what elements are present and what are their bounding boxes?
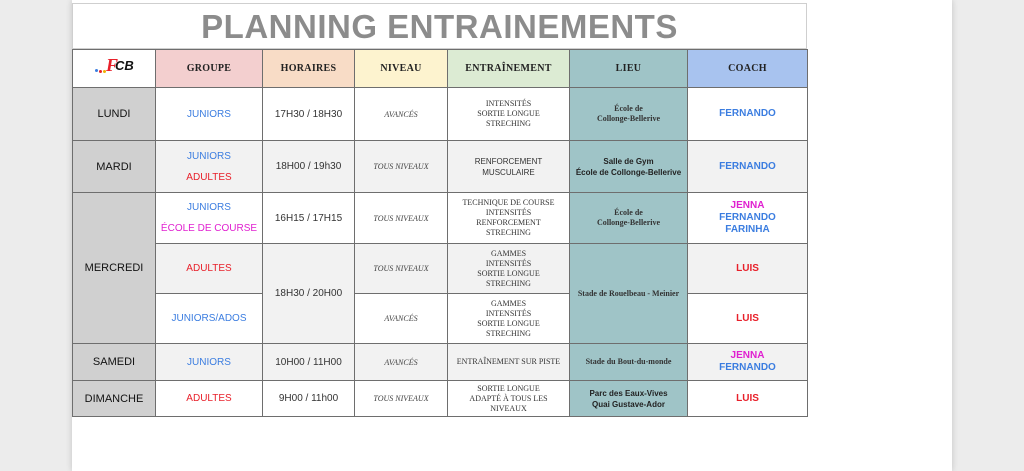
entrainement-cell [448,381,570,417]
entrainement-line: TECHNIQUE DE COURSE [462,198,555,207]
entrainement-line: INTENSITÉS [485,258,532,268]
groupe-cell: JUNIORS [156,88,263,141]
horaires-cell: 18H00 / 19h30 [263,141,355,193]
logo-f: F [106,55,119,75]
lieu-cell: Stade du Bout-du-monde [570,344,688,381]
lieu-line: École de [614,104,643,113]
coach-name: JENNA [730,200,765,211]
row-dimanche [73,381,808,417]
entrainement-cell [448,141,570,193]
lieu-line: École de Collonge-Bellerive [575,167,682,177]
groupe-cell: ADULTES [156,244,263,294]
entrainement-line: INTENSITÉS [485,208,532,217]
entrainement-line: INTENSITÉS [485,308,532,318]
coach-name: FARINHA [725,224,770,235]
lieu-line: Quai Gustave-Ador [592,399,665,409]
row-samedi [73,344,808,381]
lieu-line: Collonge-Bellerive [596,218,661,227]
horaires-cell: 17H30 / 18H30 [263,88,355,141]
coach-cell: LUIS [688,381,808,417]
day-lundi: LUNDI [73,88,156,141]
header-horaires: HORAIRES [263,50,355,88]
entrainement-line: GAMMES [490,298,527,308]
entrainement-line: NIVEAUX [490,403,527,413]
coach-cell [688,344,808,381]
niveau-cell: TOUS NIVEAUX [355,244,448,294]
day-samedi: SAMEDI [73,344,156,381]
header-lieu: LIEU [570,50,688,88]
coach-cell: LUIS [688,294,808,344]
header-coach: COACH [688,50,808,88]
entrainement-line: STRECHING [486,278,531,288]
niveau-cell: TOUS NIVEAUX [355,193,448,244]
lieu-line: École de [614,208,643,217]
header-groupe: GROUPE [156,50,263,88]
lieu-cell: Stade de Rouelbeau - Meinier [570,244,688,344]
entrainement-line: STRECHING [486,119,531,128]
row-lundi [73,88,808,141]
page-title [72,3,807,49]
niveau-cell: TOUS NIVEAUX [355,141,448,193]
row-mercredi-2 [73,244,808,294]
logo-dot [95,69,98,72]
niveau-cell: TOUS NIVEAUX [355,381,448,417]
day-mardi: MARDI [73,141,156,193]
entrainement-line: STRECHING [486,228,531,237]
coach-cell: FERNANDO [688,141,808,193]
niveau-cell: AVANCÉS [355,88,448,141]
entrainement-cell [448,88,570,141]
groupe-juniors: JUNIORS [187,150,231,162]
header-entrainement: ENTRAÎNEMENT [448,50,570,88]
row-mercredi-3 [73,294,808,344]
header-niveau: NIVEAU [355,50,448,88]
coach-cell: LUIS [688,244,808,294]
entrainement-line: RENFORCEMENT [474,156,543,166]
title-text: PLANNING ENTRAINEMENTS [201,8,678,45]
day-mercredi: MERCREDI [73,193,156,344]
horaires-cell: 16H15 / 17H15 [263,193,355,244]
niveau-cell: AVANCÉS [355,294,448,344]
row-mardi [73,141,808,193]
horaires-cell: 9H00 / 11h00 [263,381,355,417]
header-row [73,50,808,88]
logo-cell [73,50,156,88]
groupe-cell: JUNIORS [156,344,263,381]
entrainement-cell [448,193,570,244]
groupe-cell [156,193,263,244]
entrainement-cell [448,294,570,344]
lieu-line: Collonge-Bellerive [596,114,661,123]
coach-cell: FERNANDO [688,88,808,141]
schedule-table [72,49,808,417]
lieu-cell [570,141,688,193]
entrainement-cell [448,244,570,294]
lieu-cell [570,88,688,141]
coach-cell [688,193,808,244]
horaires-cell: 10H00 / 11H00 [263,344,355,381]
horaires-cell: 18H30 / 20H00 [263,244,355,344]
entrainement-line: RENFORCEMENT [476,218,541,227]
entrainement-line: SORTIE LONGUE [477,268,540,278]
entrainement-line: GAMMES [490,248,527,258]
entrainement-cell: ENTRAÎNEMENT SUR PISTE [448,344,570,381]
lieu-cell [570,381,688,417]
groupe-juniors: JUNIORS [187,202,231,213]
niveau-cell: AVANCÉS [355,344,448,381]
coach-name: FERNANDO [719,212,776,223]
club-logo [94,55,134,77]
groupe-ecole-de-course: ÉCOLE DE COURSE [160,223,258,234]
row-mercredi-1 [73,193,808,244]
entrainement-line: SORTIE LONGUE [477,318,540,328]
logo-cb: CB [115,58,134,73]
groupe-cell [156,141,263,193]
groupe-cell: ADULTES [156,381,263,417]
entrainement-line: ADAPTÉ À TOUS LES [469,393,548,403]
lieu-line: Parc des Eaux-Vives [589,388,668,398]
entrainement-line: STRECHING [486,328,531,338]
day-dimanche: DIMANCHE [73,381,156,417]
groupe-adultes: ADULTES [186,171,232,183]
entrainement-line: SORTIE LONGUE [477,109,540,118]
coach-name: FERNANDO [719,362,776,373]
groupe-cell: JUNIORS/ADOS [156,294,263,344]
logo-dot [99,70,102,73]
entrainement-line: SORTIE LONGUE [477,383,540,393]
entrainement-line: MUSCULAIRE [482,167,535,177]
lieu-line: Salle de Gym [603,156,654,166]
entrainement-line: INTENSITÉS [485,99,532,108]
lieu-cell [570,193,688,244]
coach-name: JENNA [730,350,765,361]
